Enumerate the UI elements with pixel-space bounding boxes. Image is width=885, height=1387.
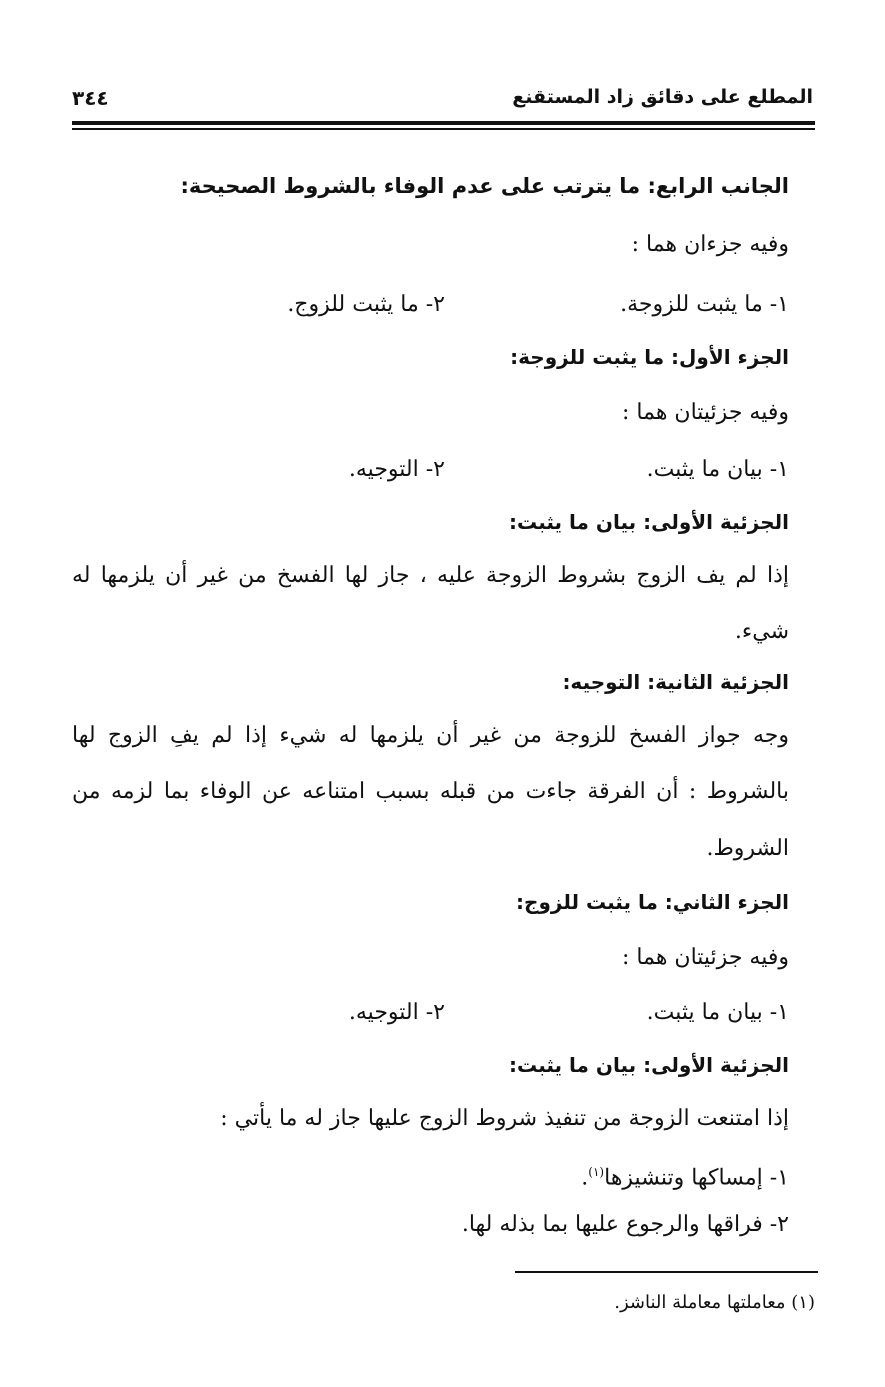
part1-sub1-text-line-2: شيء. [734, 619, 789, 644]
intro-parts: وفيه جزءان هما : [631, 232, 789, 257]
part1-item-2: ٢- التوجيه. [348, 457, 445, 482]
part2-sub1-item-1-text: ١- إمساكها وتنشيزها [604, 1165, 789, 1191]
page-number: ٣٤٤ [72, 86, 109, 110]
header-rule-thick [72, 121, 815, 125]
part1-sub2-text-line-3: الشروط. [706, 836, 789, 861]
part1-intro: وفيه جزئيتان هما : [622, 400, 789, 425]
footnote: (١) معاملتها معاملة الناشز. [614, 1292, 815, 1313]
part1-item-1: ١- بيان ما يثبت. [646, 457, 789, 482]
part1-sub1-title: الجزئية الأولى: بيان ما يثبت: [509, 510, 789, 534]
part1-sub2-title: الجزئية الثانية: التوجيه: [562, 670, 789, 694]
part2-intro: وفيه جزئيتان هما : [622, 945, 789, 970]
part2-item-1: ١- بيان ما يثبت. [646, 1000, 789, 1025]
running-header [72, 84, 813, 120]
part2-title: الجزء الثاني: ما يثبت للزوج: [516, 890, 789, 914]
part2-sub1-item-2: ٢- فراقها والرجوع عليها بما بذله لها. [461, 1212, 789, 1237]
section-title: الجانب الرابع: ما يترتب على عدم الوفاء بالشروط الصحيحة: [180, 174, 789, 198]
parts-list-item-1: ١- ما يثبت للزوجة. [620, 292, 789, 317]
header-title: المطلع على دقائق زاد المستقنع [512, 86, 813, 108]
part1-sub2-text-line-1: وجه جواز الفسخ للزوجة من غير أن يلزمها له شيء إذا لم يفِ الزوج لها [72, 723, 789, 748]
part1-title: الجزء الأول: ما يثبت للزوجة: [510, 345, 789, 369]
part1-sub1-text-line-1: إذا لم يف الزوج بشروط الزوجة عليه ، جاز لها الفسخ من غير أن يلزمها له [72, 563, 789, 588]
part2-sub1-title: الجزئية الأولى: بيان ما يثبت: [509, 1053, 789, 1077]
part2-sub1-item-1 [581, 1157, 789, 1193]
part2-item-2: ٢- التوجيه. [348, 1000, 445, 1025]
header-rule-thin [72, 128, 815, 130]
parts-list-item-2: ٢- ما يثبت للزوج. [287, 292, 445, 317]
footnote-reference: (١) [588, 1165, 605, 1179]
footnote-separator [515, 1271, 818, 1273]
part2-sub1-text: إذا امتنعت الزوجة من تنفيذ شروط الزوج عليها جاز له ما يأتي : [220, 1106, 789, 1131]
part1-sub2-text-line-2: بالشروط : أن الفرقة جاءت من قبله بسبب امتناعه عن الوفاء بما لزمه من [72, 779, 789, 804]
part2-sub1-item-1-end: . [581, 1165, 589, 1191]
